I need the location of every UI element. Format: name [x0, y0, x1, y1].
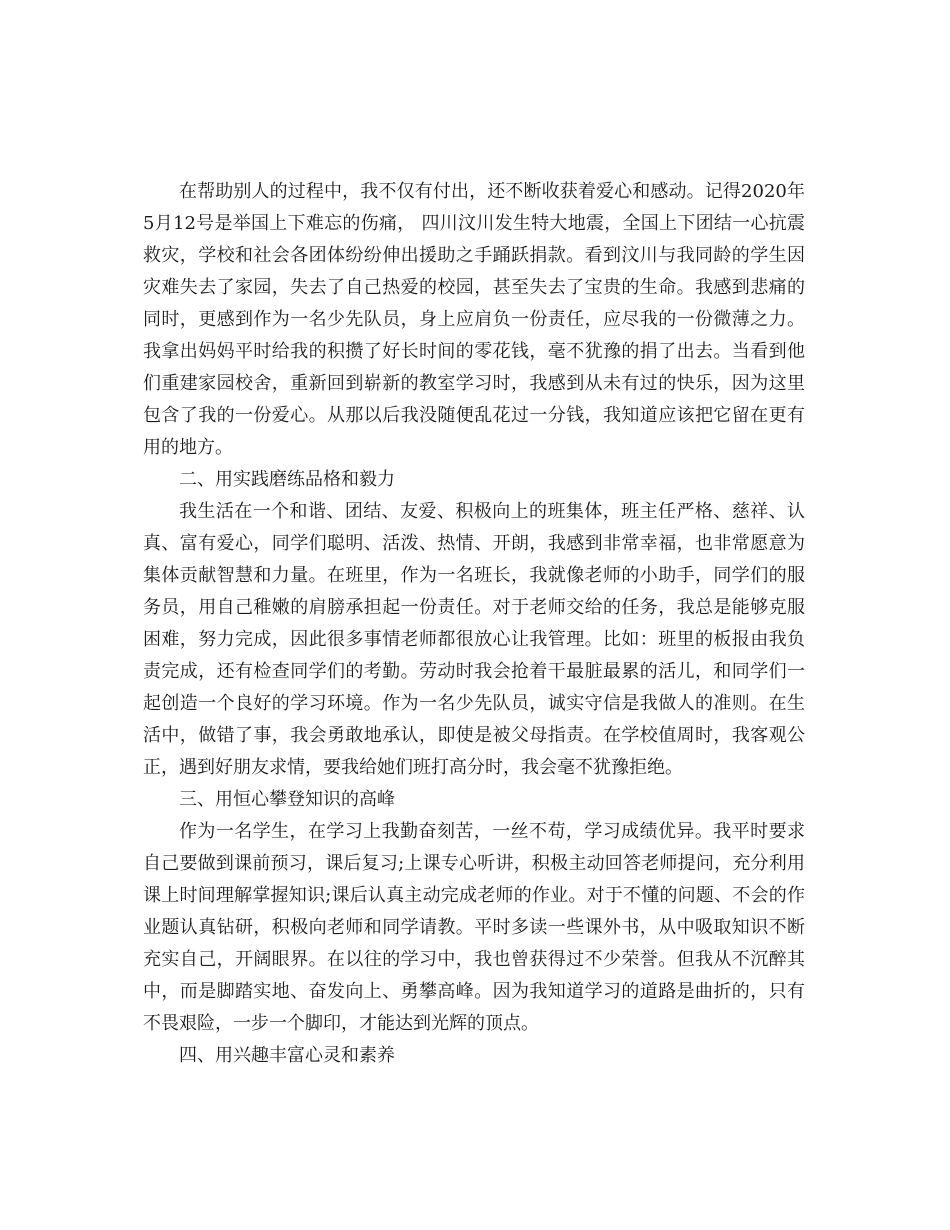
paragraph-study: 作为一名学生，在学习上我勤奋刻苦，一丝不苟，学习成绩优异。我平时要求自己要做到课前预习，课后复习;上课专心听讲，积极主动回答老师提问，充分利用课上时间理解掌握知识;课后认真主动完成老师的作业。对于不懂的问题、不会的作业题认真钻研，积极向老师和同学请教。平时多读一些课外书，从中吸取知识不断充实自己，开阔眼界。在以往的学习中，我也曾获得过不少荣誉。但我从不沉醉其中，而是脚踏实地、奋发向上、勇攀高峰。因为我知道学习的道路是曲折的，只有不畏艰险，一步一个脚印，才能达到光辉的顶点。	[143, 821, 805, 1034]
section-heading-2: 二、用实践磨练品格和毅力	[179, 469, 395, 490]
paragraph-helping-others: 在帮助别人的过程中，我不仅有付出，还不断收获着爱心和感动。记得2020年5月12号是举国上下难忘的伤痛， 四川汶川发生特大地震，全国上下团结一心抗震救灾，学校和社会各团体纷纷伸出援助之手踊跃捐款。看到汶川与我同龄的学生因灾难失去了家园，失去了自己热爱的校园，甚至失去了宝贵的生命。我感到悲痛的同时，更感到作为一名少先队员，身上应肩负一份责任，应尽我的一份微薄之力。我拿出妈妈平时给我的积攒了好长时间的零花钱，毫不犹豫的捐了出去。当看到他们重建家园校舍，重新回到崭新的教室学习时，我感到从未有过的快乐，因为这里包含了我的一份爱心。从那以后我没随便乱花过一分钱，我知道应该把它留在更有用的地方。	[143, 181, 805, 458]
document-body	[143, 176, 805, 1072]
section-heading-3: 三、用恒心攀登知识的高峰	[179, 789, 395, 810]
paragraph-class-collective: 我生活在一个和谐、团结、友爱、积极向上的班集体，班主任严格、慈祥、认真、富有爱心，同学们聪明、活泼、热情、开朗，我感到非常幸福，也非常愿意为集体贡献智慧和力量。在班里，作为一名班长，我就像老师的小助手，同学们的服务员，用自己稚嫩的肩膀承担起一份责任。对于老师交给的任务，我总是能够克服困难，努力完成，因此很多事情老师都很放心让我管理。比如：班里的板报由我负责完成，还有检查同学们的考勤。劳动时我会抢着干最脏最累的活儿，和同学们一起创造一个良好的学习环境。作为一名少先队员，诚实守信是我做人的准则。在生活中，做错了事，我会勇敢地承认，即使是被父母指责。在学校值周时，我客观公正，遇到好朋友求情，要我给她们班打高分时，我会毫不犹豫拒绝。	[143, 501, 805, 778]
section-heading-4: 四、用兴趣丰富心灵和素养	[179, 1045, 395, 1066]
